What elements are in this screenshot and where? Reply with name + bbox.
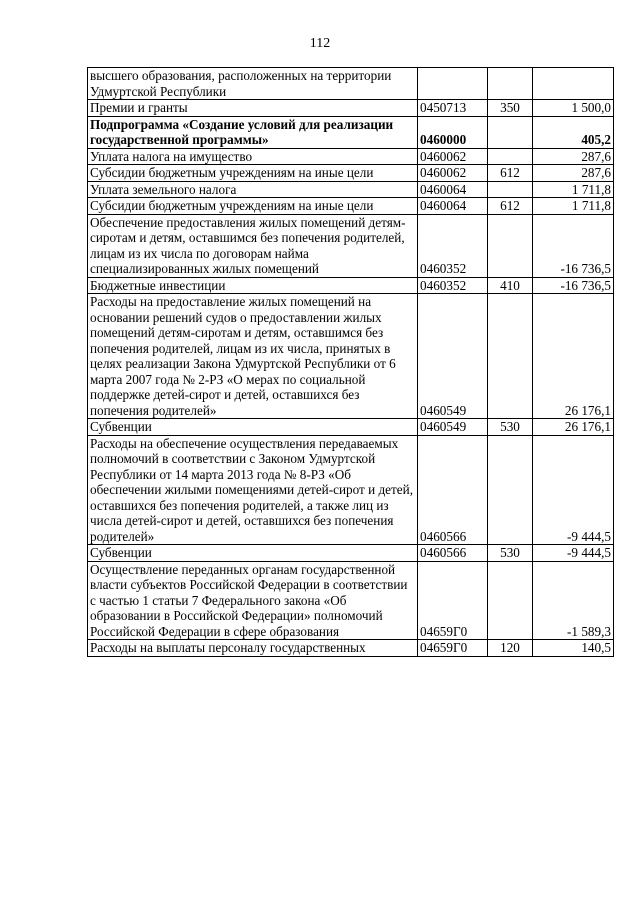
row-amount: -9 444,5 <box>533 545 614 562</box>
row-amount <box>533 68 614 100</box>
row-type: 612 <box>488 165 533 182</box>
row-name: Осуществление переданных органам государственной власти субъектов Российской Федерации в соответствии с частью 1 статьи 7 Федерального закона «Об образовании в Российской Федерации» полномочий Российской Федерации в сфере образования <box>88 561 418 640</box>
row-amount: 405,2 <box>533 116 614 148</box>
row-amount: 26 176,1 <box>533 294 614 419</box>
row-code: 04659Г0 <box>418 640 488 657</box>
row-name: Расходы на выплаты персоналу государственных <box>88 640 418 657</box>
row-amount: 287,6 <box>533 165 614 182</box>
table-row <box>88 419 614 436</box>
row-amount: 1 711,8 <box>533 198 614 215</box>
table-row <box>88 198 614 215</box>
row-code: 0460549 <box>418 294 488 419</box>
row-name: Обеспечение предоставления жилых помещений детям-сиротам и детям, оставшимся без попечения родителей, лицам из их числа по договорам найма специализированных жилых помещений <box>88 214 418 277</box>
table-row <box>88 100 614 117</box>
row-name: Расходы на обеспечение осуществления передаваемых полномочий в соответствии с Законом Удмуртской Республики от 14 марта 2013 года № 8-РЗ «Об обеспечении жилыми помещениями детей-сирот и детей, оставшихся без попечения родителей, а также лиц из числа детей-сирот и детей, оставшихся без попечения родителей» <box>88 435 418 545</box>
row-type: 612 <box>488 198 533 215</box>
row-type <box>488 561 533 640</box>
row-type <box>488 214 533 277</box>
row-name: высшего образования, расположенных на территории Удмуртской Республики <box>88 68 418 100</box>
row-name: Премии и гранты <box>88 100 418 117</box>
row-code: 0460566 <box>418 435 488 545</box>
table-row <box>88 165 614 182</box>
table-row <box>88 214 614 277</box>
row-amount: 26 176,1 <box>533 419 614 436</box>
row-name: Подпрограмма «Создание условий для реализации государственной программы» <box>88 116 418 148</box>
row-code <box>418 68 488 100</box>
row-name: Субвенции <box>88 419 418 436</box>
row-type <box>488 181 533 198</box>
row-name: Бюджетные инвестиции <box>88 277 418 294</box>
row-amount: 287,6 <box>533 148 614 165</box>
budget-table <box>87 67 614 657</box>
row-type <box>488 294 533 419</box>
table-row <box>88 148 614 165</box>
row-name: Расходы на предоставление жилых помещений на основании решений судов о предоставлении жилых помещений детям-сиротам и детям, оставшимся без попечения родителей, лицам из их числа, принятых в целях реализации Закона Удмуртской Республики от 6 марта 2007 года № 2-РЗ «О мерах по социальной поддержке детей-сирот и детей, оставшихся без попечения родителей» <box>88 294 418 419</box>
row-type <box>488 116 533 148</box>
row-code: 0460064 <box>418 198 488 215</box>
row-code: 0460064 <box>418 181 488 198</box>
row-name: Уплата налога на имущество <box>88 148 418 165</box>
table-row <box>88 561 614 640</box>
row-name: Субсидии бюджетным учреждениям на иные цели <box>88 165 418 182</box>
row-amount: 1 500,0 <box>533 100 614 117</box>
table-row <box>88 68 614 100</box>
row-code: 0460549 <box>418 419 488 436</box>
table-row <box>88 435 614 545</box>
table-row <box>88 545 614 562</box>
row-amount: 1 711,8 <box>533 181 614 198</box>
table-row <box>88 640 614 657</box>
row-name: Уплата земельного налога <box>88 181 418 198</box>
row-type: 410 <box>488 277 533 294</box>
table-row <box>88 277 614 294</box>
row-amount: -9 444,5 <box>533 435 614 545</box>
row-type <box>488 435 533 545</box>
table-row <box>88 294 614 419</box>
row-code: 0460566 <box>418 545 488 562</box>
row-name: Субсидии бюджетным учреждениям на иные цели <box>88 198 418 215</box>
row-amount: 140,5 <box>533 640 614 657</box>
row-code: 0460000 <box>418 116 488 148</box>
page-number: 112 <box>309 36 331 51</box>
row-code: 04659Г0 <box>418 561 488 640</box>
row-type <box>488 68 533 100</box>
row-code: 0460352 <box>418 277 488 294</box>
row-type: 350 <box>488 100 533 117</box>
table-row-subprogram <box>88 116 614 148</box>
table-row <box>88 181 614 198</box>
row-amount: -1 589,3 <box>533 561 614 640</box>
row-type: 530 <box>488 419 533 436</box>
row-type: 120 <box>488 640 533 657</box>
row-type: 530 <box>488 545 533 562</box>
row-amount: -16 736,5 <box>533 214 614 277</box>
row-amount: -16 736,5 <box>533 277 614 294</box>
row-code: 0460062 <box>418 165 488 182</box>
row-code: 0450713 <box>418 100 488 117</box>
row-name: Субвенции <box>88 545 418 562</box>
row-type <box>488 148 533 165</box>
row-code: 0460062 <box>418 148 488 165</box>
row-code: 0460352 <box>418 214 488 277</box>
